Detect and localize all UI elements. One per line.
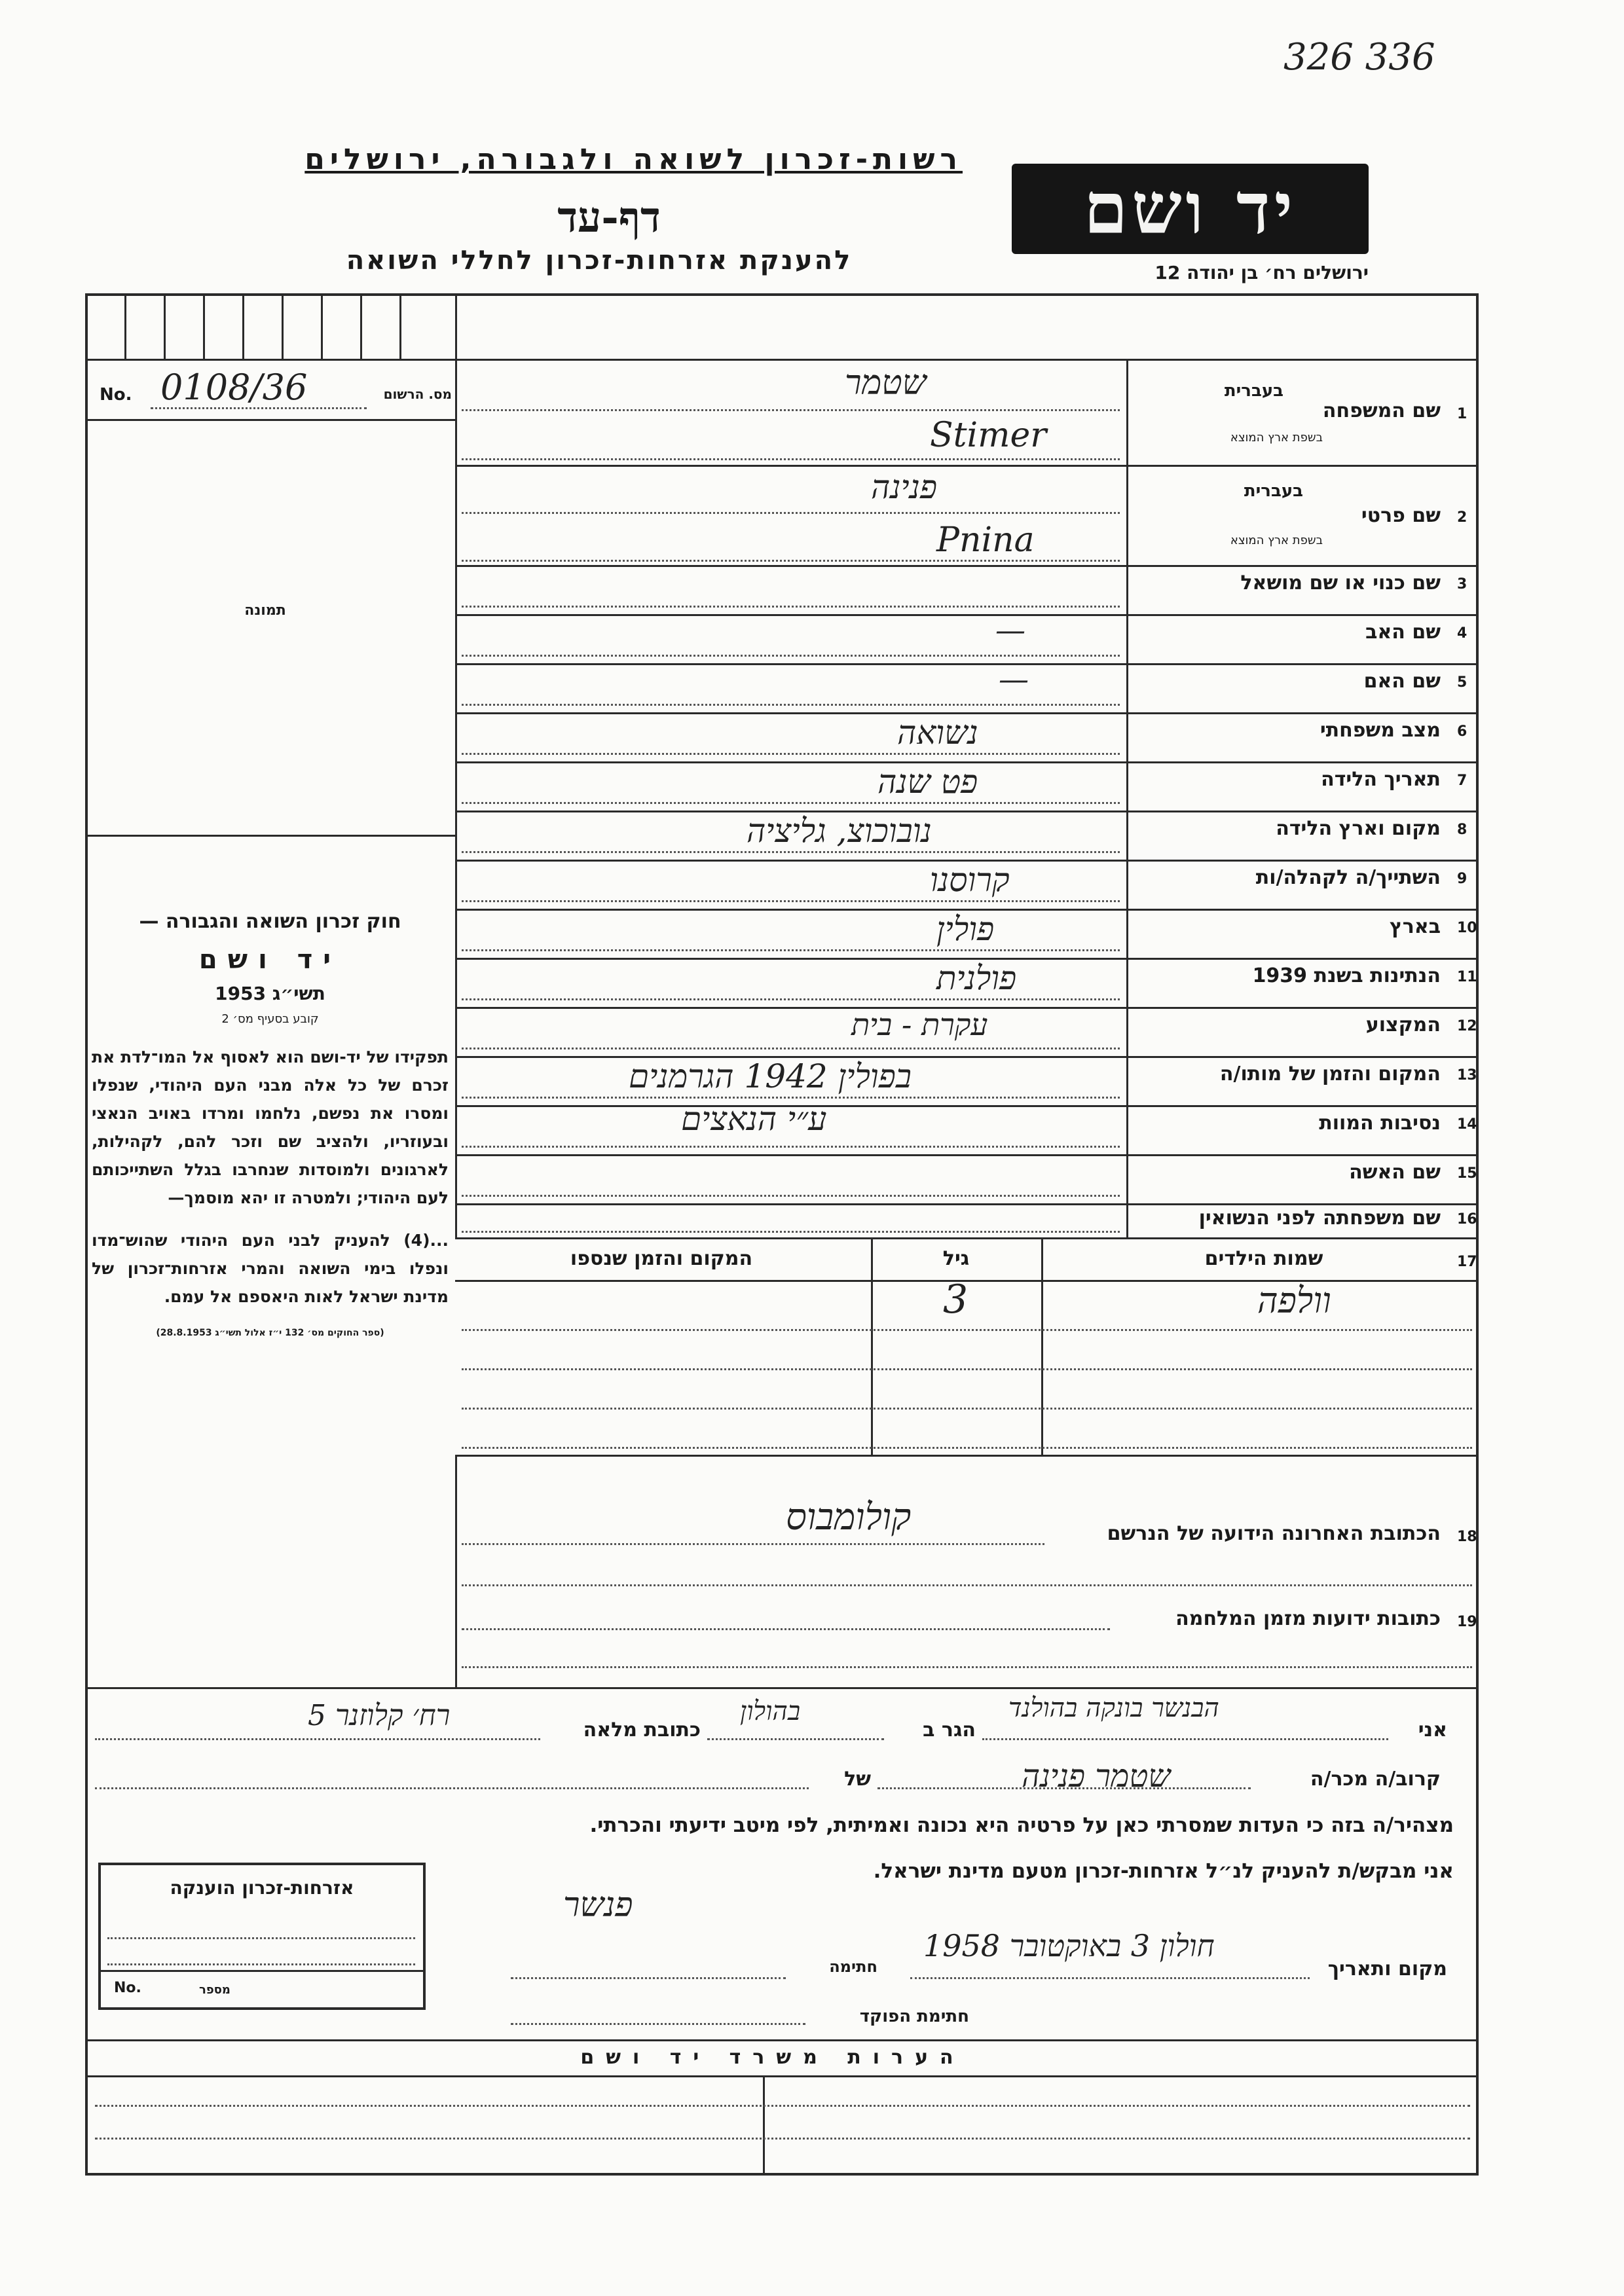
- field-num: 14: [1457, 1116, 1477, 1133]
- field-num: 7: [1457, 773, 1467, 789]
- field-label-country: בארץ: [1389, 915, 1441, 938]
- children-col-names: שמות הילדים: [1204, 1247, 1323, 1270]
- field-value-marital-status: נשואה: [897, 714, 978, 752]
- field-label-family-name: שם המשפחה: [1322, 399, 1441, 422]
- authority-title: רשות-זכרון לשואה ולגבורה, ירושלים: [304, 143, 963, 176]
- field-value-first-name-native: Pnina: [936, 520, 1035, 560]
- decl-statement: מצהיר/ה בזה כי העדות שמסרתי כאן על פרטיה היא נכונה ואמיתית, לפי מיטב ידיעתי והכרתי.: [589, 1813, 1454, 1837]
- decl-relative-label: קרוב/ה מכר/ה: [1310, 1768, 1441, 1791]
- law-paragraph-2: ...(4) להעניק לבני העם היהודי שהוש־מדו ונפלו בימי השואה והמרי אזרחות־זכרון של מדינת ישראל לאות היאספם אל עמם.: [92, 1231, 449, 1306]
- field-label-death-place-time: המקום והזמן של מותו/ה: [1219, 1063, 1441, 1085]
- field-num: 13: [1457, 1067, 1477, 1084]
- field-label-father-name: שם האב: [1365, 621, 1441, 644]
- field-label-first-name: שם פרטי: [1361, 504, 1441, 527]
- field-label-marital-status: מצב משפחתי: [1320, 719, 1441, 742]
- field-num: 1: [1457, 406, 1467, 422]
- law-year: תשי״ג 1953: [215, 983, 325, 1004]
- decl-signature-value: פנשר: [563, 1886, 633, 1925]
- decl-address-value: רח׳ קלוזנר 5: [308, 1699, 451, 1732]
- decl-gar-value: בהולון: [740, 1696, 801, 1726]
- field-value-birth-date: פט שנה: [877, 763, 978, 801]
- field-value-profession: עקרת - בית: [851, 1007, 988, 1042]
- law-source: (ספר החוקים מס׳ 132 י״ז אלול תשי״ג 28.8.1953): [156, 1328, 384, 1338]
- field-value-mother-name: —: [999, 661, 1029, 697]
- field-native-sub: בשפת ארץ המוצא: [1230, 431, 1323, 445]
- field-value-death-place-time: בפולין 1942 הגרמנים: [629, 1057, 912, 1095]
- field-num: 8: [1457, 822, 1467, 838]
- field-value-father-name: —: [995, 612, 1025, 647]
- law-name: יד ושם: [198, 945, 342, 975]
- field-label-nationality-1939: הנתינות בשנת 1939: [1252, 964, 1441, 987]
- logo-text: יד ושם: [1083, 168, 1297, 250]
- reg-label: מס. הרשום: [383, 386, 452, 402]
- civic-box-mispar: מספר: [199, 1983, 231, 1997]
- field-label-birth-date: תאריך הלידה: [1321, 768, 1441, 791]
- form-title: דף-עד: [557, 193, 661, 242]
- field-label-death-circumstances: נסיבות המוות: [1319, 1112, 1441, 1135]
- law-clause: קובע בסעיף מס׳ 2: [221, 1012, 319, 1026]
- field-value-community: קרוסנו: [930, 861, 1010, 899]
- reg-number-value: 0108/36: [160, 367, 308, 408]
- law-paragraph-1: תפקידו של יד-ושם הוא לאסוף אל המו־לדת את זכרם של כל אלה מבני העם היהודי, שנפלו ומסרו את נפשם, נלחמו ומרדו באויב הנאצי ובעוזריו, ולהציב שם וזכר להם, לקהילות, לארגונים ולמוסדות שנחרבו בגלל השתייכותם לעם היהודי; ולמטרה זו יהא מוסמך—: [92, 1048, 449, 1207]
- registration: [98, 367, 452, 412]
- field-value-family-name-he: שטמר: [845, 363, 927, 403]
- field-value-death-circumstances: ע״י הנאצים: [681, 1100, 827, 1138]
- decl-ani: אני: [1418, 1719, 1447, 1741]
- form-subtitle: להענקת אזרחות-זכרון לחללי השואה: [346, 246, 853, 276]
- field-hebrew-sub: בעברית: [1224, 381, 1283, 401]
- decl-name-value: הבנשר בונקה בהולנד: [1008, 1693, 1219, 1723]
- field-value-family-name-native: Stimer: [930, 416, 1047, 455]
- decl-of-label: של: [844, 1768, 871, 1791]
- field-label-maiden-name: שם משפחתה לפני הנשואין: [1198, 1207, 1441, 1230]
- field-label-community: השתייך/ה לקהלה/ות: [1255, 866, 1441, 889]
- field-value-country: פולין: [936, 910, 995, 948]
- decl-place-date-value: חולון 3 באוקטובר 1958: [923, 1928, 1215, 1963]
- decl-place-date-label: מקום ותאריך: [1327, 1958, 1447, 1980]
- field-num: 10: [1457, 920, 1477, 936]
- reg-no-label: No.: [100, 385, 132, 405]
- field19-num: 19: [1457, 1614, 1477, 1630]
- field-value-birth-place: נובוכוצ, גליציה: [747, 812, 932, 850]
- photo-label: תמונה: [244, 602, 286, 619]
- field18-num: 18: [1457, 1529, 1477, 1545]
- decl-gar-label: הגר ב: [923, 1719, 976, 1741]
- field18-label: הכתובת האחרונה הידועה של הנרשם: [1107, 1522, 1441, 1545]
- yad-vashem-logo: [1012, 164, 1369, 254]
- field-value-first-name-he: פנינה: [871, 468, 938, 506]
- children-num: 17: [1457, 1254, 1477, 1270]
- field19-label: כתובות ידועות מזמן המלחמה: [1175, 1607, 1441, 1630]
- decl-request: אני מבקש/ת להעניק לנ״ל אזרחות-זכרון מטעם מדינת ישראל.: [873, 1859, 1454, 1883]
- field-label-profession: המקצוע: [1365, 1013, 1441, 1036]
- decl-relative-value: שטמר פנינה: [1022, 1758, 1171, 1795]
- field-hebrew-sub: בעברית: [1244, 481, 1303, 501]
- law-title: חוק זכרון השואה והגבורה —: [139, 910, 401, 933]
- field-label-mother-name: שם האם: [1363, 670, 1441, 693]
- civic-box: [98, 1863, 426, 2010]
- field-num: 2: [1457, 509, 1467, 526]
- children-col-place: המקום והזמן שנספו: [570, 1247, 753, 1270]
- field18-value: קולומבוס: [786, 1496, 912, 1539]
- civic-box-no: No.: [114, 1980, 141, 1996]
- field-num: 12: [1457, 1018, 1477, 1034]
- field-native-sub: בשפת ארץ המוצא: [1230, 534, 1323, 547]
- field-num: 9: [1457, 871, 1467, 887]
- field-num: 4: [1457, 625, 1467, 642]
- children-col-age: גיל: [942, 1247, 970, 1270]
- civic-box-title: אזרחות-זכרון הוענקה: [170, 1877, 354, 1899]
- field-label-nickname: שם כנוי או שם מושאל: [1240, 572, 1441, 594]
- field-num: 11: [1457, 969, 1477, 985]
- field-num: 5: [1457, 674, 1467, 691]
- field-num: 16: [1457, 1211, 1477, 1228]
- field-num: 6: [1457, 723, 1467, 740]
- child-name: וולפה: [1257, 1280, 1331, 1321]
- field-num: 15: [1457, 1165, 1477, 1182]
- decl-address-label: כתובת מלאה: [583, 1719, 701, 1741]
- decl-officer-label: חתימת הפוקד: [859, 2007, 969, 2026]
- law-box: [92, 910, 449, 1460]
- address: ירושלים רח׳ בן יהודה 12: [1154, 262, 1369, 283]
- field-num: 3: [1457, 576, 1467, 592]
- office-notes-title: הערות משרד יד ושם: [580, 2046, 965, 2069]
- field-label-birth-place: מקום וארץ הלידה: [1276, 817, 1441, 840]
- field-value-nationality: פולנית: [936, 959, 1017, 997]
- child-age: 3: [943, 1277, 969, 1322]
- decl-signature-label: חתימה: [829, 1958, 877, 1976]
- archive-number: 326 336: [1283, 36, 1435, 79]
- field-label-wife-name: שם האשה: [1349, 1161, 1441, 1184]
